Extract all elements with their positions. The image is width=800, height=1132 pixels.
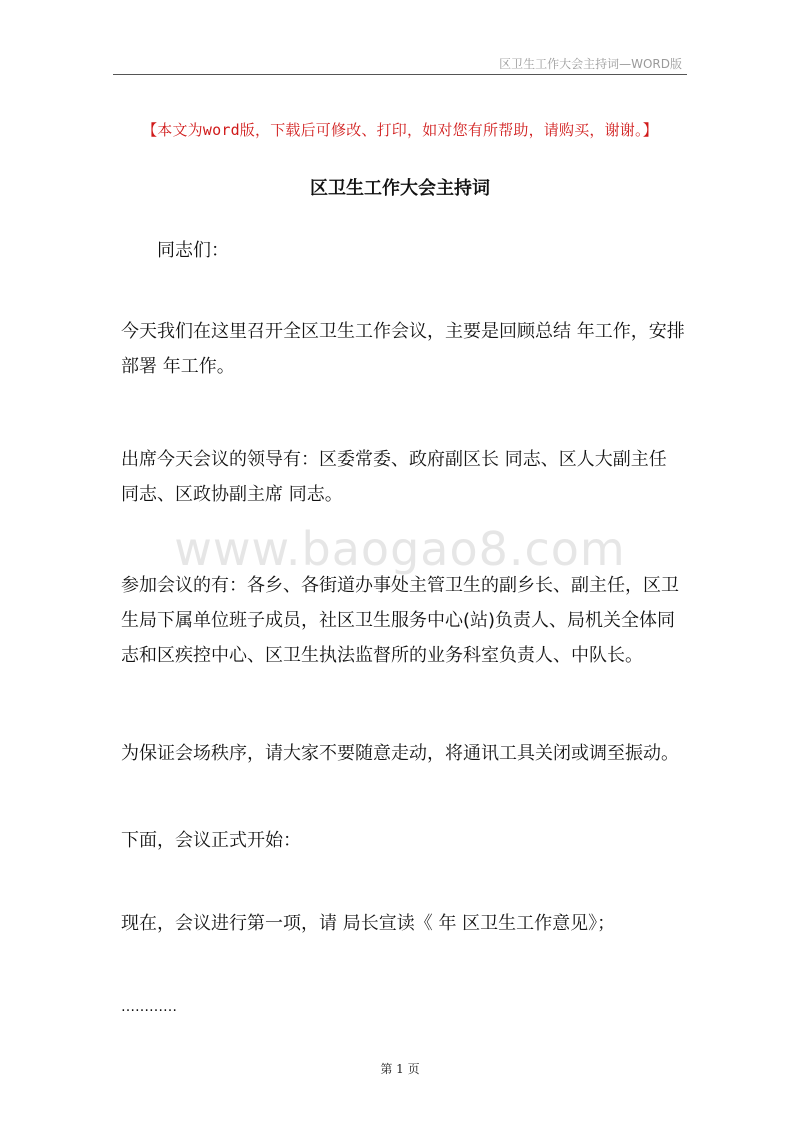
- paragraph-agenda-1: 现在，会议进行第一项，请 局长宣读《 年 区卫生工作意见》；: [121, 913, 616, 934]
- running-header: 区卫生工作大会主持词—WORD版: [499, 57, 682, 71]
- header-divider: [113, 74, 687, 75]
- purchase-notice: 【本文为word版，下载后可修改、打印，如对您有所帮助，请购买，谢谢。】: [142, 121, 658, 139]
- paragraph-opening: 今天我们在这里召开全区卫生工作会议，主要是回顾总结 年工作，安排部署 年工作。: [121, 321, 685, 377]
- paragraph-leaders: 出席今天会议的领导有：区委常委、政府副区长 同志、区人大副主任 同志、区政协副主席 同志。: [121, 449, 667, 505]
- watermark: www.baogao8.com: [174, 522, 626, 576]
- greeting: 同志们：: [157, 240, 229, 261]
- page-title: 区卫生工作大会主持词: [310, 178, 490, 199]
- page-number: 第 1 页: [380, 1062, 420, 1076]
- paragraph-order: 为保证会场秩序，请大家不要随意走动，将通讯工具关闭或调至振动。: [121, 743, 679, 764]
- paragraph-attendees: 参加会议的有：各乡、各街道办事处主管卫生的副乡长、副主任，区卫生局下属单位班子成员，社区卫生服务中心(站)负责人、局机关全体同志和区疾控中心、区卫生执法监督所的业务科室负责人、中队长。: [121, 575, 679, 666]
- paragraph-ellipsis: …………: [121, 999, 177, 1015]
- paragraph-start: 下面，会议正式开始：: [121, 830, 301, 851]
